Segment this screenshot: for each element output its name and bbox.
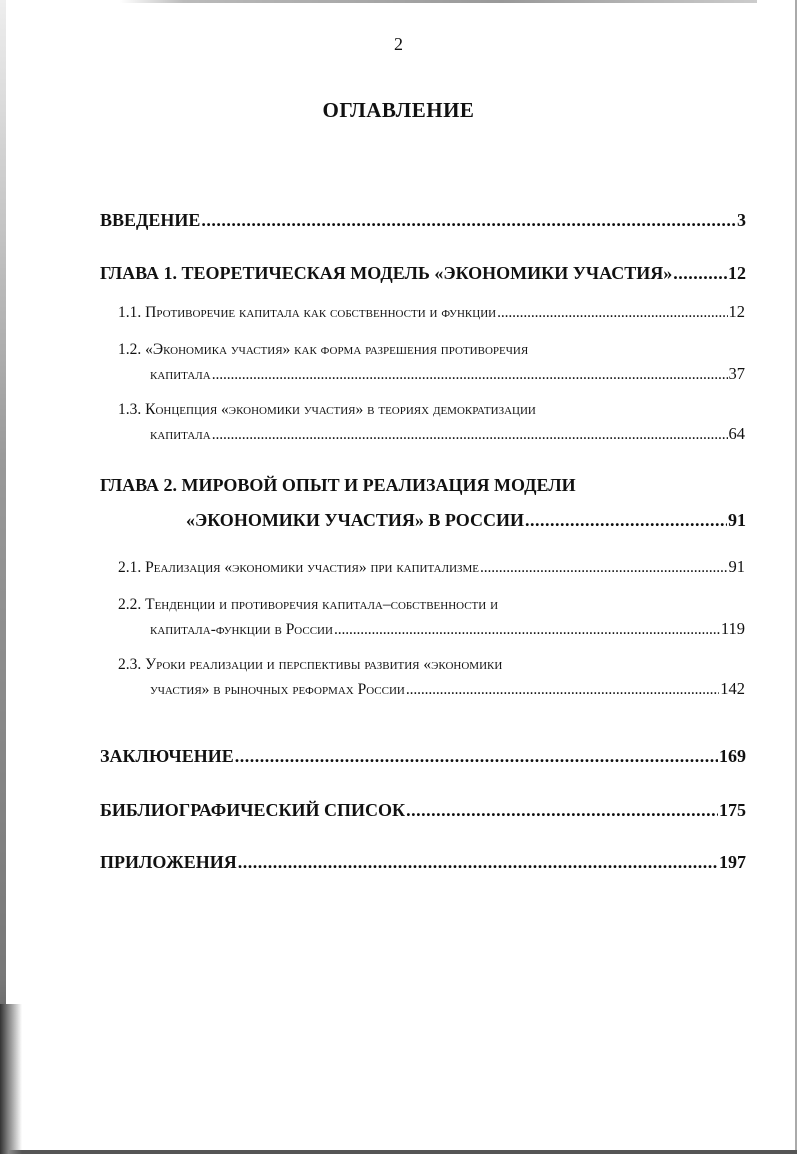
scan-edge-bottom bbox=[0, 1150, 797, 1154]
toc-label: капитала bbox=[150, 426, 211, 443]
toc-entry-section-1-2[interactable] bbox=[150, 364, 745, 384]
scan-corner-shadow bbox=[0, 1004, 22, 1154]
toc-entry-chapter-1[interactable] bbox=[100, 263, 746, 284]
toc-entry-section-2-1[interactable] bbox=[118, 557, 745, 577]
toc-label: «ЭКОНОМИКИ УЧАСТИЯ» В РОССИИ bbox=[186, 510, 525, 530]
toc-entry-section-1-3[interactable] bbox=[150, 424, 745, 444]
toc-entry-section-1-3-line1[interactable]: 1.3. Концепция «экономики участия» в теориях демократизации bbox=[118, 401, 536, 418]
leader-dots bbox=[673, 263, 727, 284]
toc-page-number: 12 bbox=[728, 302, 745, 321]
leader-dots bbox=[406, 800, 718, 821]
toc-entry-bibliography[interactable] bbox=[100, 800, 746, 821]
toc-entry-section-2-3-line1[interactable]: 2.3. Уроки реализации и перспективы развития «экономики bbox=[118, 656, 503, 673]
toc-page-number: 91 bbox=[728, 510, 746, 530]
toc-label: ВВЕДЕНИЕ bbox=[100, 210, 201, 230]
toc-page-number: 12 bbox=[728, 263, 746, 283]
toc-entry-introduction[interactable] bbox=[100, 210, 746, 231]
toc-label: ПРИЛОЖЕНИЯ bbox=[100, 852, 237, 872]
toc-entry-section-2-2-line1[interactable]: 2.2. Тенденции и противоречия капитала–собственности и bbox=[118, 596, 499, 613]
toc-page-number: 37 bbox=[728, 364, 745, 383]
toc-entry-chapter-2[interactable] bbox=[186, 510, 746, 531]
leader-dots bbox=[334, 621, 720, 639]
toc-page-number: 175 bbox=[719, 800, 746, 820]
scan-edge-top bbox=[120, 0, 757, 3]
toc-page-number: 3 bbox=[737, 210, 746, 230]
leader-dots bbox=[201, 210, 736, 231]
toc-entry-chapter-2-line1[interactable]: ГЛАВА 2. МИРОВОЙ ОПЫТ И РЕАЛИЗАЦИЯ МОДЕЛИ bbox=[100, 475, 576, 495]
toc-page-number: 142 bbox=[720, 679, 745, 698]
leader-dots bbox=[406, 681, 719, 699]
leader-dots bbox=[525, 510, 727, 531]
leader-dots bbox=[212, 366, 728, 384]
toc-label: 1.1. Противоречие капитала как собственности и функции bbox=[118, 304, 497, 321]
toc-label: 2.1. Реализация «экономики участия» при капитализме bbox=[118, 559, 480, 576]
toc-entry-section-1-1[interactable] bbox=[118, 302, 745, 322]
toc-page-number: 91 bbox=[728, 557, 745, 576]
scan-edge-left bbox=[0, 0, 6, 1154]
toc-page-number: 64 bbox=[728, 424, 745, 443]
toc-page-number: 169 bbox=[719, 746, 746, 766]
toc-label: капитала-функции в России bbox=[150, 621, 333, 638]
toc-entry-appendices[interactable] bbox=[100, 852, 746, 873]
toc-label: ГЛАВА 1. ТЕОРЕТИЧЕСКАЯ МОДЕЛЬ «ЭКОНОМИКИ УЧАСТИЯ» bbox=[100, 263, 673, 283]
page-number: 2 bbox=[394, 34, 403, 54]
toc-label: участия» в рыночных реформах России bbox=[150, 681, 405, 698]
toc-entry-section-2-2[interactable] bbox=[150, 619, 745, 639]
page-title: ОГЛАВЛЕНИЕ bbox=[322, 98, 475, 122]
toc-page-number: 197 bbox=[719, 852, 746, 872]
toc-label: БИБЛИОГРАФИЧЕСКИЙ СПИСОК bbox=[100, 800, 406, 820]
toc-entry-conclusion[interactable] bbox=[100, 746, 746, 767]
leader-dots bbox=[212, 426, 728, 444]
leader-dots bbox=[235, 746, 718, 767]
toc-entry-section-1-2-line1[interactable]: 1.2. «Экономика участия» как форма разрешения противоречия bbox=[118, 341, 529, 358]
toc-entry-section-2-3[interactable] bbox=[150, 679, 745, 699]
toc-label: ЗАКЛЮЧЕНИЕ bbox=[100, 746, 234, 766]
toc-label: капитала bbox=[150, 366, 211, 383]
leader-dots bbox=[238, 852, 718, 873]
leader-dots bbox=[480, 559, 727, 577]
leader-dots bbox=[497, 304, 727, 322]
toc-page-number: 119 bbox=[720, 619, 745, 638]
